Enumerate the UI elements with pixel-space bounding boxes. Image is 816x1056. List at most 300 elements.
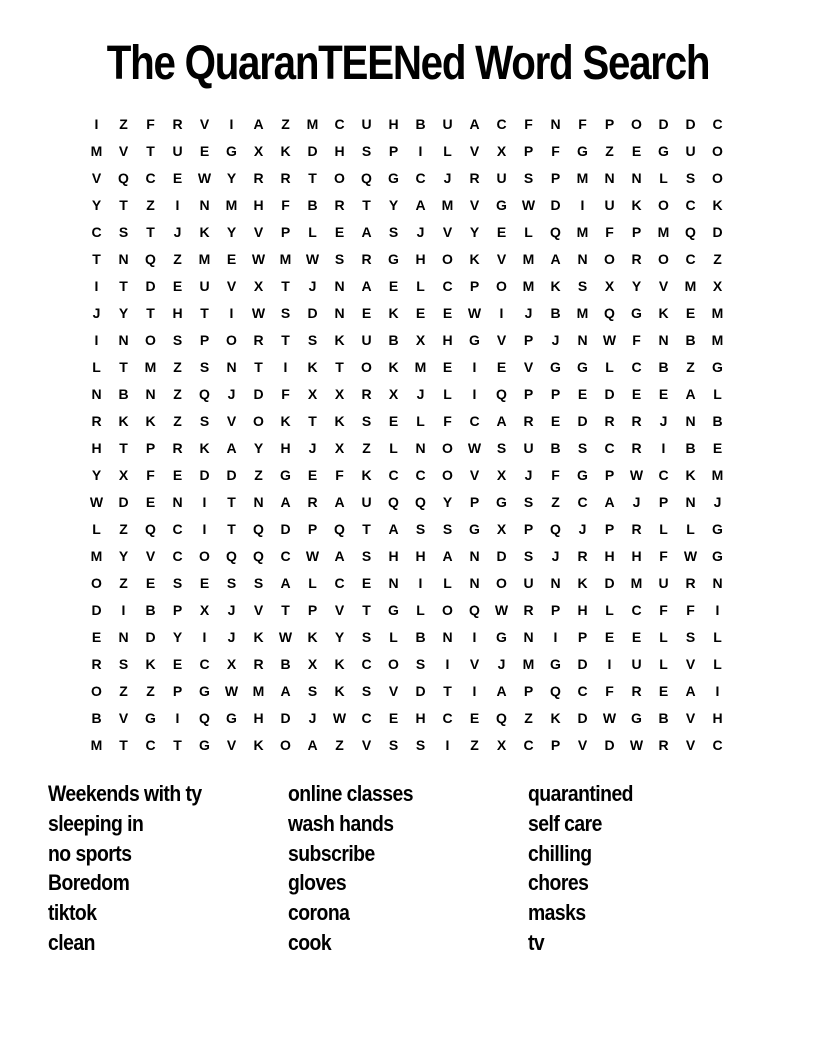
grid-letter: Q [415,494,426,510]
word-item: wash hands [288,810,394,836]
grid-letter: C [334,575,345,591]
grid-letter: K [307,359,318,375]
grid-letter: Q [685,224,696,240]
grid-letter: W [467,440,482,456]
grid-letter: Z [524,710,533,726]
grid-letter: L [416,413,425,429]
grid-letter: I [94,278,99,294]
grid-letter: F [659,548,668,564]
grid-letter: Z [119,575,128,591]
grid-letter: Y [388,197,399,213]
grid-letter: N [523,629,534,645]
grid-letter: R [253,656,264,672]
grid-letter: N [118,332,129,348]
grid-letter: L [308,224,317,240]
grid-letter: H [415,548,426,564]
grid-letter: E [496,224,507,240]
grid-letter: W [602,710,617,726]
grid-letter: D [307,143,318,159]
grid-letter: D [577,656,588,672]
grid-letter: M [225,197,238,213]
grid-letter: Q [199,386,210,402]
grid-letter: L [659,521,668,537]
grid-letter: A [496,683,507,699]
grid-letter: D [280,521,291,537]
grid-letter: A [361,278,372,294]
grid-letter: B [658,359,669,375]
grid-letter: T [362,521,371,537]
grid-letter: S [415,737,426,753]
grid-letter: C [442,710,453,726]
grid-letter: H [712,710,723,726]
grid-letter: Q [145,521,156,537]
grid-letter: T [119,197,128,213]
grid-letter: V [469,467,480,483]
grid-letter: C [388,467,399,483]
grid-letter: I [202,521,207,537]
grid-letter: S [307,332,318,348]
grid-letter: J [227,386,236,402]
grid-letter: K [577,575,588,591]
grid-letter: J [173,224,182,240]
grid-letter: P [172,602,183,618]
word-item: tiktok [48,900,97,926]
grid-letter: Z [713,251,722,267]
word-item: Weekends with ty [48,781,202,806]
grid-letter: R [631,521,642,537]
grid-letter: D [118,494,129,510]
grid-letter: T [119,737,128,753]
grid-letter: E [172,170,183,186]
grid-letter: R [685,575,696,591]
grid-letter: K [307,629,318,645]
grid-letter: N [631,170,642,186]
grid-letter: X [253,278,264,294]
grid-letter: N [118,251,129,267]
grid-letter: L [686,521,695,537]
grid-letter: E [496,359,507,375]
grid-letter: Z [119,521,128,537]
grid-letter: S [361,683,372,699]
grid-letter: N [442,629,453,645]
grid-letter: I [202,494,207,510]
grid-letter: S [334,251,345,267]
grid-letter: S [361,548,372,564]
grid-letter: Q [550,521,561,537]
grid-letter: Q [550,224,561,240]
grid-letter: R [91,413,102,429]
grid-letter: S [577,278,588,294]
grid-letter: T [92,251,101,267]
grid-letter: W [305,251,320,267]
grid-letter: U [631,656,642,672]
grid-letter: T [362,197,371,213]
grid-letter: J [713,494,722,510]
grid-letter: E [388,278,399,294]
grid-letter: U [523,575,534,591]
grid-letter: Q [253,521,264,537]
grid-letter: N [145,386,156,402]
grid-letter: N [577,251,588,267]
grid-letter: P [523,521,534,537]
grid-letter: X [334,440,345,456]
grid-letter: M [279,251,292,267]
word-item: subscribe [288,840,375,866]
grid-letter: H [280,440,291,456]
grid-letter: L [389,629,398,645]
grid-letter: F [551,143,560,159]
grid-letter: D [658,116,669,132]
grid-letter: S [415,521,426,537]
grid-letter: U [199,278,210,294]
grid-letter: D [496,548,507,564]
grid-letter: Z [173,413,182,429]
word-item: no sports [48,840,132,866]
grid-letter: K [550,710,561,726]
grid-letter: V [496,251,507,267]
grid-letter: N [172,494,183,510]
grid-letter: R [631,413,642,429]
grid-letter: B [145,602,156,618]
grid-letter: Y [631,278,642,294]
grid-letter: K [361,467,372,483]
grid-letter: M [711,467,724,483]
grid-letter: W [332,710,347,726]
grid-letter: I [94,116,99,132]
grid-letter: C [172,548,183,564]
grid-letter: U [658,575,669,591]
grid-letter: D [577,710,588,726]
grid-letter: R [523,602,534,618]
grid-letter: C [577,494,588,510]
grid-letter: X [496,737,507,753]
grid-letter: T [281,278,290,294]
grid-letter: K [469,251,480,267]
grid-letter: R [253,332,264,348]
grid-letter: P [658,494,669,510]
grid-letter: Q [550,683,561,699]
grid-letter: N [388,575,399,591]
grid-letter: S [685,170,696,186]
grid-letter: Q [145,251,156,267]
grid-letter: B [550,305,561,321]
grid-letter: W [251,305,266,321]
grid-letter: E [388,710,399,726]
grid-letter: Z [173,386,182,402]
grid-letter: Z [605,143,614,159]
grid-letter: I [499,305,504,321]
grid-letter: E [334,224,345,240]
grid-letter: V [658,278,669,294]
grid-letter: K [334,413,345,429]
letter-grid [83,111,731,759]
grid-letter: Y [469,224,480,240]
grid-letter: E [361,305,372,321]
grid-letter: V [91,170,102,186]
grid-letter: O [442,467,453,483]
grid-letter: C [631,359,642,375]
grid-letter: T [227,494,236,510]
grid-letter: L [443,386,452,402]
grid-letter: I [418,143,423,159]
grid-letter: V [469,143,480,159]
grid-letter: L [713,386,722,402]
grid-letter: Y [226,170,237,186]
grid-letter: U [442,116,453,132]
grid-letter: L [524,224,533,240]
grid-letter: L [92,521,101,537]
grid-letter: R [172,440,183,456]
word-item: online classes [288,781,413,806]
grid-letter: A [415,197,426,213]
grid-letter: T [146,143,155,159]
grid-letter: O [442,440,453,456]
grid-letter: O [658,197,669,213]
grid-letter: F [605,683,614,699]
grid-letter: Y [172,629,183,645]
grid-letter: L [443,143,452,159]
grid-letter: Y [442,494,453,510]
grid-letter: N [577,332,588,348]
grid-letter: M [522,656,535,672]
grid-letter: O [199,548,210,564]
grid-letter: O [388,656,399,672]
grid-letter: I [94,332,99,348]
grid-letter: V [118,710,129,726]
grid-letter: H [388,116,399,132]
grid-letter: S [307,683,318,699]
grid-letter: H [415,251,426,267]
grid-letter: V [226,413,237,429]
grid-letter: O [496,575,507,591]
grid-letter: R [577,548,588,564]
grid-letter: Z [119,116,128,132]
grid-letter: D [253,386,264,402]
grid-letter: S [172,332,183,348]
grid-letter: W [602,332,617,348]
grid-letter: E [631,629,642,645]
grid-letter: R [604,413,615,429]
grid-letter: W [224,683,239,699]
grid-letter: C [523,737,534,753]
grid-letter: M [252,683,265,699]
grid-letter: S [388,224,399,240]
grid-letter: R [631,251,642,267]
grid-letter: R [658,737,669,753]
grid-letter: N [253,494,264,510]
grid-letter: P [523,332,534,348]
grid-letter: I [553,629,558,645]
grid-letter: W [197,170,212,186]
grid-letter: F [146,116,155,132]
grid-letter: J [92,305,101,321]
grid-letter: I [661,440,666,456]
grid-letter: K [685,467,696,483]
grid-letter: S [388,737,399,753]
grid-letter: M [711,332,724,348]
grid-letter: C [334,116,345,132]
grid-letter: K [118,413,129,429]
grid-letter: H [388,548,399,564]
grid-letter: R [631,683,642,699]
grid-letter: A [280,494,291,510]
grid-letter: P [550,602,561,618]
grid-letter: G [199,737,210,753]
grid-letter: M [522,251,535,267]
grid-letter: G [712,548,723,564]
grid-letter: D [145,278,156,294]
grid-letter: I [283,359,288,375]
grid-letter: O [631,116,642,132]
grid-letter: J [524,305,533,321]
grid-letter: O [145,332,156,348]
grid-letter: C [442,278,453,294]
grid-letter: K [712,197,723,213]
grid-letter: Q [388,494,399,510]
grid-letter: L [659,170,668,186]
grid-letter: N [604,170,615,186]
grid-letter: E [361,575,372,591]
grid-letter: T [443,683,452,699]
grid-letter: S [118,656,129,672]
grid-letter: P [172,683,183,699]
grid-letter: V [469,197,480,213]
grid-letter: Y [334,629,345,645]
grid-letter: P [523,683,534,699]
grid-letter: G [550,359,561,375]
grid-letter: W [89,494,104,510]
grid-letter: B [685,332,696,348]
grid-letter: W [494,602,509,618]
grid-letter: M [522,278,535,294]
grid-letter: P [469,494,480,510]
grid-letter: Q [334,521,345,537]
grid-letter: J [416,224,425,240]
grid-letter: J [497,656,506,672]
grid-letter: G [469,332,480,348]
grid-letter: A [604,494,615,510]
grid-letter: I [445,656,450,672]
grid-letter: S [577,440,588,456]
grid-letter: O [604,251,615,267]
grid-letter: I [202,629,207,645]
grid-letter: M [630,575,643,591]
grid-letter: C [145,170,156,186]
grid-letter: E [388,413,399,429]
grid-letter: A [361,224,372,240]
grid-letter: M [576,305,589,321]
grid-letter: T [308,413,317,429]
grid-letter: W [521,197,536,213]
grid-letter: R [253,170,264,186]
grid-letter: Q [604,305,615,321]
grid-letter: S [361,413,372,429]
grid-letter: B [712,413,723,429]
grid-letter: F [281,386,290,402]
grid-letter: T [173,737,182,753]
grid-letter: S [361,629,372,645]
grid-letter: C [604,440,615,456]
grid-letter: X [307,656,318,672]
grid-letter: N [91,386,102,402]
grid-letter: J [524,467,533,483]
grid-letter: T [227,521,236,537]
grid-letter: J [308,710,317,726]
grid-letter: O [91,683,102,699]
grid-letter: J [416,386,425,402]
grid-letter: E [145,575,156,591]
grid-letter: R [361,251,372,267]
grid-letter: T [254,359,263,375]
grid-letter: Z [119,683,128,699]
grid-letter: E [226,251,237,267]
grid-letter: N [712,575,723,591]
grid-letter: C [685,197,696,213]
grid-letter: C [577,683,588,699]
word-item: tv [528,929,545,955]
grid-letter: D [550,197,561,213]
grid-letter: N [550,116,561,132]
grid-letter: X [712,278,723,294]
grid-letter: E [91,629,102,645]
grid-letter: E [172,656,183,672]
grid-letter: N [334,305,345,321]
grid-letter: P [604,467,615,483]
grid-letter: G [550,656,561,672]
grid-letter: R [172,116,183,132]
grid-letter: O [442,251,453,267]
grid-letter: Y [91,467,102,483]
grid-letter: V [226,737,237,753]
grid-letter: S [442,521,453,537]
grid-letter: D [199,467,210,483]
word-item: corona [288,900,350,926]
grid-letter: J [443,170,452,186]
grid-letter: N [334,278,345,294]
grid-letter: H [253,710,264,726]
grid-letter: B [685,440,696,456]
grid-letter: T [362,602,371,618]
grid-letter: G [226,143,237,159]
grid-letter: M [198,251,211,267]
grid-letter: V [388,683,399,699]
grid-letter: G [226,710,237,726]
grid-letter: T [119,440,128,456]
grid-letter: X [199,602,210,618]
grid-letter: X [253,143,264,159]
grid-letter: X [388,386,399,402]
grid-letter: V [253,224,264,240]
grid-letter: Y [118,548,129,564]
grid-letter: E [469,710,480,726]
grid-letter: K [145,656,156,672]
word-item: cook [288,929,332,955]
grid-letter: K [334,332,345,348]
grid-letter: X [496,143,507,159]
grid-letter: I [418,575,423,591]
grid-letter: F [632,332,641,348]
word-list-column-1 [48,779,278,958]
grid-letter: D [415,683,426,699]
grid-letter: U [361,494,372,510]
word-item: masks [528,900,586,926]
grid-letter: P [523,143,534,159]
grid-letter: F [443,413,452,429]
grid-letter: D [685,116,696,132]
grid-letter: B [388,332,399,348]
grid-letter: S [253,575,264,591]
grid-letter: D [712,224,723,240]
